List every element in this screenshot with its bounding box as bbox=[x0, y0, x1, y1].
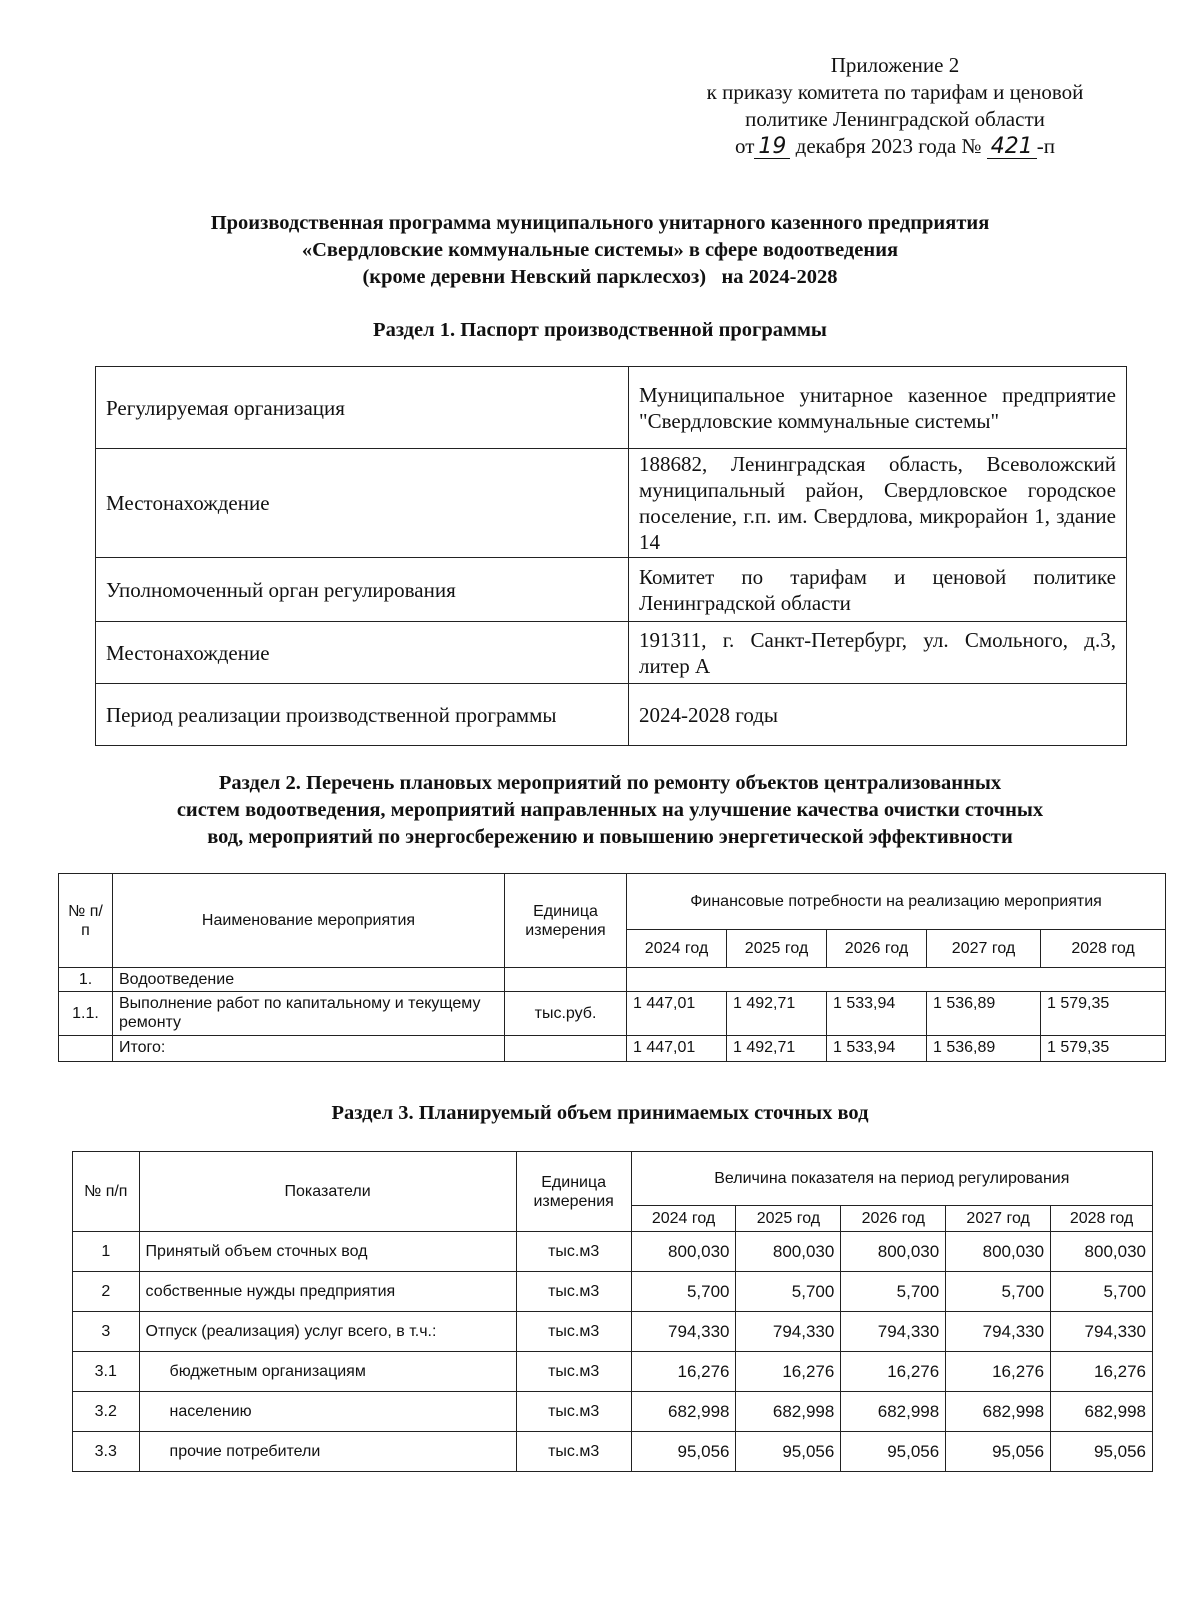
row-value: 682,998 bbox=[736, 1392, 841, 1432]
row-value: 5,700 bbox=[946, 1272, 1051, 1312]
empty-cell bbox=[505, 1036, 627, 1062]
total-value: 1 533,94 bbox=[827, 1036, 927, 1062]
handwritten-day: 19 bbox=[754, 136, 790, 159]
row-value: 794,330 bbox=[1051, 1312, 1153, 1352]
row-value: 794,330 bbox=[841, 1312, 946, 1352]
row-name: Водоотведение bbox=[113, 968, 505, 992]
passport-label: Период реализации производственной программы bbox=[96, 684, 629, 746]
header-year: 2025 год bbox=[736, 1206, 841, 1232]
row-value: 682,998 bbox=[946, 1392, 1051, 1432]
row-name: прочие потребители bbox=[139, 1432, 516, 1472]
row-name: бюджетным организациям bbox=[139, 1352, 516, 1392]
header-year: 2028 год bbox=[1051, 1206, 1153, 1232]
row-num: 2 bbox=[73, 1272, 140, 1312]
row-value: 682,998 bbox=[841, 1392, 946, 1432]
row-num: 3.1 bbox=[73, 1352, 140, 1392]
row-value: 5,700 bbox=[736, 1272, 841, 1312]
passport-label: Регулируемая организация bbox=[96, 367, 629, 449]
row-name: собственные нужды предприятия bbox=[139, 1272, 516, 1312]
appendix-line-3: политике Ленинградской области bbox=[745, 107, 1045, 131]
row-name: Отпуск (реализация) услуг всего, в т.ч.: bbox=[139, 1312, 516, 1352]
header-num: № п/п bbox=[59, 874, 113, 968]
total-label: Итого: bbox=[113, 1036, 505, 1062]
wastewater-volume-table bbox=[72, 1151, 1153, 1472]
table-row bbox=[96, 367, 1127, 449]
table-row bbox=[59, 968, 1166, 992]
appendix-line-1: Приложение 2 bbox=[830, 53, 960, 77]
total-value: 1 447,01 bbox=[627, 1036, 727, 1062]
header-year: 2027 год bbox=[946, 1206, 1051, 1232]
row-num: 1.1. bbox=[59, 992, 113, 1036]
total-value: 1 536,89 bbox=[927, 1036, 1041, 1062]
section-2-heading-line-1: Раздел 2. Перечень плановых мероприятий по ремонту объектов централизованных bbox=[218, 772, 1002, 794]
row-num: 1 bbox=[73, 1232, 140, 1272]
handwritten-order-number: 421 bbox=[987, 136, 1037, 159]
row-value: 16,276 bbox=[1051, 1352, 1153, 1392]
row-value: 1 492,71 bbox=[727, 992, 827, 1036]
row-value: 1 536,89 bbox=[927, 992, 1041, 1036]
measures-table bbox=[58, 873, 1166, 1062]
row-value: 800,030 bbox=[946, 1232, 1051, 1272]
passport-value: 188682, Ленинградская область, Всеволожский муниципальный район, Свердловское городское поселение, г.п. им. Свердлова, микрорайон 1, здание 14 bbox=[629, 449, 1127, 558]
passport-value: 2024-2028 годы bbox=[629, 684, 1127, 746]
row-num: 3 bbox=[73, 1312, 140, 1352]
date-middle: декабря 2023 года № bbox=[795, 134, 982, 158]
row-value: 5,700 bbox=[841, 1272, 946, 1312]
row-num: 3.3 bbox=[73, 1432, 140, 1472]
passport-label: Местонахождение bbox=[96, 449, 629, 558]
passport-value: Комитет по тарифам и ценовой политике Ленинградской области bbox=[629, 558, 1127, 622]
row-value: 794,330 bbox=[736, 1312, 841, 1352]
header-year: 2025 год bbox=[727, 930, 827, 968]
passport-label: Местонахождение bbox=[96, 622, 629, 684]
row-value: 1 447,01 bbox=[627, 992, 727, 1036]
table-row bbox=[73, 1232, 1153, 1272]
header-value: Величина показателя на период регулирования bbox=[631, 1152, 1152, 1206]
passport-value: 191311, г. Санкт-Петербург, ул. Смольного, д.3, литер А bbox=[629, 622, 1127, 684]
row-name: Принятый объем сточных вод bbox=[139, 1232, 516, 1272]
table-header-row bbox=[59, 874, 1166, 930]
table-header-row bbox=[73, 1152, 1153, 1206]
row-unit: тыс.м3 bbox=[516, 1272, 631, 1312]
row-value: 5,700 bbox=[1051, 1272, 1153, 1312]
row-unit: тыс.м3 bbox=[516, 1432, 631, 1472]
table-row bbox=[73, 1272, 1153, 1312]
appendix-header bbox=[660, 52, 1130, 160]
row-value: 16,276 bbox=[736, 1352, 841, 1392]
section-2-heading-line-3: вод, мероприятий по энергосбережению и повышению энергетической эффективности bbox=[207, 826, 1013, 848]
section-2-heading bbox=[60, 770, 1160, 851]
document-title bbox=[100, 210, 1100, 291]
title-line-2: «Свердловские коммунальные системы» в сфере водоотведения bbox=[301, 239, 899, 261]
header-year: 2027 год bbox=[927, 930, 1041, 968]
table-row bbox=[73, 1432, 1153, 1472]
header-year: 2028 год bbox=[1041, 930, 1166, 968]
row-value: 95,056 bbox=[631, 1432, 736, 1472]
row-unit: тыс.м3 bbox=[516, 1232, 631, 1272]
row-name: Выполнение работ по капитальному и текущему ремонту bbox=[113, 992, 505, 1036]
header-year: 2026 год bbox=[827, 930, 927, 968]
passport-label: Уполномоченный орган регулирования bbox=[96, 558, 629, 622]
passport-value: Муниципальное унитарное казенное предприятие "Свердловские коммунальные системы" bbox=[629, 367, 1127, 449]
row-value: 95,056 bbox=[946, 1432, 1051, 1472]
row-value: 794,330 bbox=[631, 1312, 736, 1352]
row-value: 682,998 bbox=[631, 1392, 736, 1432]
total-value: 1 579,35 bbox=[1041, 1036, 1166, 1062]
title-line-3: (кроме деревни Невский парклесхоз) на 2024-2028 bbox=[362, 266, 838, 288]
row-num: 1. bbox=[59, 968, 113, 992]
table-row bbox=[96, 449, 1127, 558]
row-value: 794,330 bbox=[946, 1312, 1051, 1352]
row-value: 682,998 bbox=[1051, 1392, 1153, 1432]
empty-cell bbox=[59, 1036, 113, 1062]
order-suffix: -п bbox=[1036, 134, 1055, 158]
row-value: 95,056 bbox=[841, 1432, 946, 1472]
row-value: 95,056 bbox=[736, 1432, 841, 1472]
empty-cell bbox=[505, 968, 627, 992]
table-total-row bbox=[59, 1036, 1166, 1062]
row-value: 800,030 bbox=[631, 1232, 736, 1272]
table-row bbox=[73, 1392, 1153, 1432]
empty-cell bbox=[627, 968, 1166, 992]
header-num: № п/п bbox=[73, 1152, 140, 1232]
row-value: 16,276 bbox=[946, 1352, 1051, 1392]
header-name: Наименование мероприятия bbox=[113, 874, 505, 968]
appendix-date-line bbox=[660, 133, 1130, 160]
row-unit: тыс.м3 bbox=[516, 1392, 631, 1432]
section-3-heading: Раздел 3. Планируемый объем принимаемых сточных вод bbox=[331, 1102, 869, 1124]
row-name: населению bbox=[139, 1392, 516, 1432]
row-value: 800,030 bbox=[1051, 1232, 1153, 1272]
header-year: 2024 год bbox=[627, 930, 727, 968]
header-unit: Единица измерения bbox=[505, 874, 627, 968]
table-row bbox=[73, 1312, 1153, 1352]
row-value: 1 579,35 bbox=[1041, 992, 1166, 1036]
row-value: 5,700 bbox=[631, 1272, 736, 1312]
appendix-line-2: к приказу комитета по тарифам и ценовой bbox=[706, 80, 1084, 104]
row-unit: тыс.м3 bbox=[516, 1312, 631, 1352]
total-value: 1 492,71 bbox=[727, 1036, 827, 1062]
row-value: 16,276 bbox=[841, 1352, 946, 1392]
header-year: 2026 год bbox=[841, 1206, 946, 1232]
table-row bbox=[96, 684, 1127, 746]
header-name: Показатели bbox=[139, 1152, 516, 1232]
row-value: 95,056 bbox=[1051, 1432, 1153, 1472]
row-unit: тыс.руб. bbox=[505, 992, 627, 1036]
table-row bbox=[96, 558, 1127, 622]
date-prefix: от bbox=[735, 134, 755, 158]
row-num: 3.2 bbox=[73, 1392, 140, 1432]
table-row bbox=[96, 622, 1127, 684]
title-line-1: Производственная программа муниципального унитарного казенного предприятия bbox=[210, 212, 990, 234]
row-value: 1 533,94 bbox=[827, 992, 927, 1036]
row-value: 800,030 bbox=[736, 1232, 841, 1272]
row-value: 800,030 bbox=[841, 1232, 946, 1272]
section-1-heading: Раздел 1. Паспорт производственной программы bbox=[373, 319, 827, 341]
section-2-heading-line-2: систем водоотведения, мероприятий направленных на улучшение качества очистки сточных bbox=[176, 799, 1044, 821]
header-finance: Финансовые потребности на реализацию мероприятия bbox=[627, 874, 1166, 930]
row-value: 16,276 bbox=[631, 1352, 736, 1392]
header-year: 2024 год bbox=[631, 1206, 736, 1232]
row-unit: тыс.м3 bbox=[516, 1352, 631, 1392]
table-row bbox=[59, 992, 1166, 1036]
passport-table bbox=[95, 366, 1127, 746]
table-row bbox=[73, 1352, 1153, 1392]
header-unit: Единица измерения bbox=[516, 1152, 631, 1232]
